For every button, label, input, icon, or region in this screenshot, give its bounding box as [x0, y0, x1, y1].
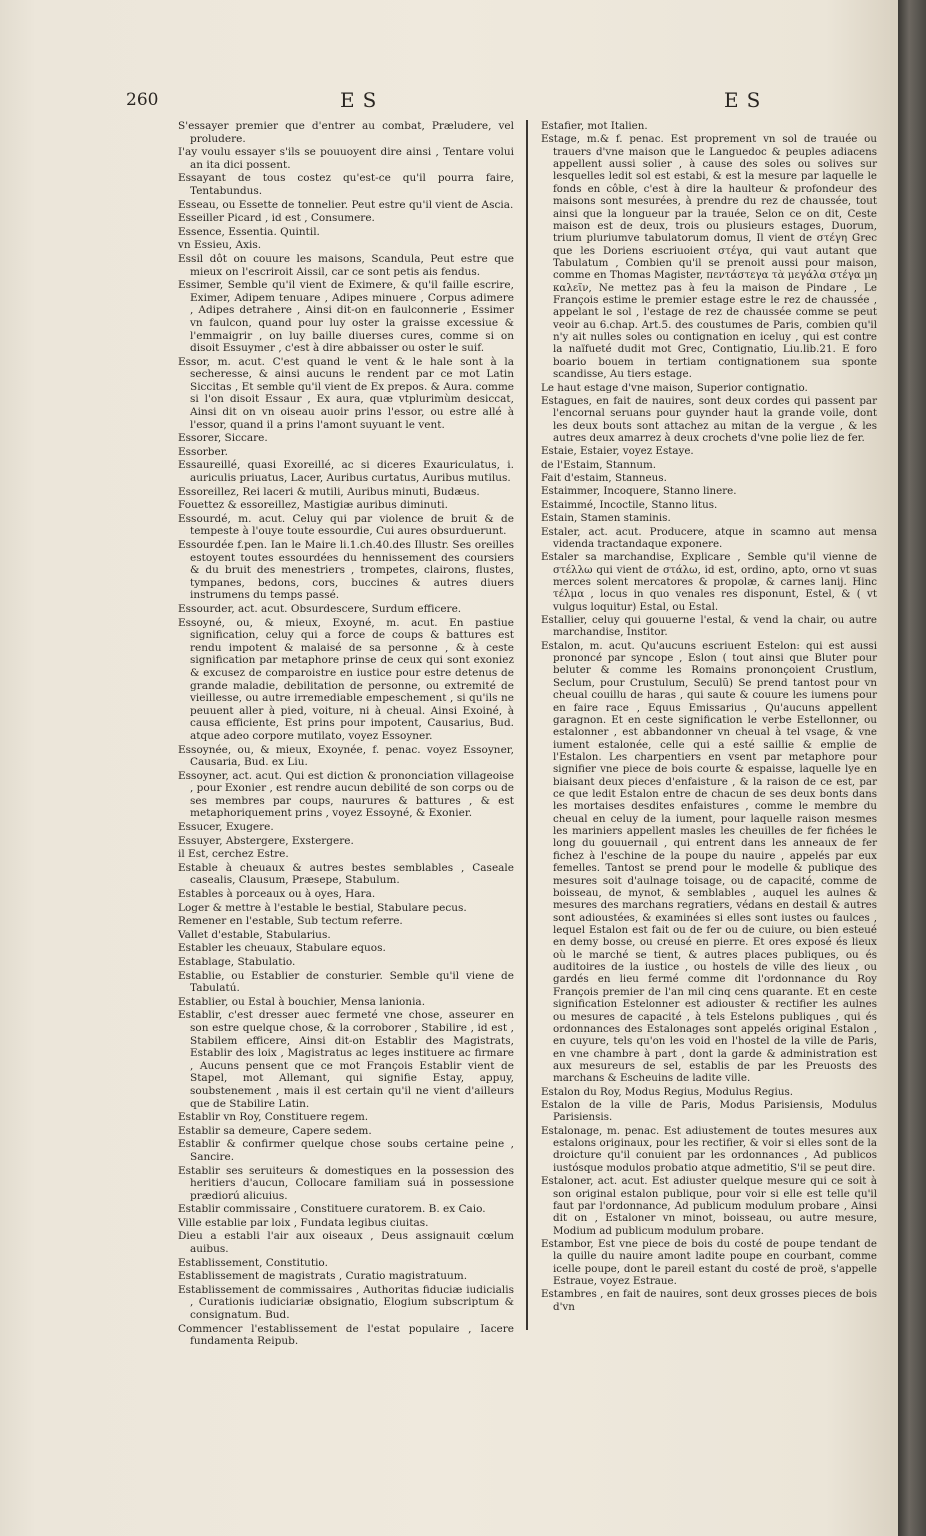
- left-column: [178, 120, 514, 1349]
- dictionary-entry: Estambres , en fait de nauires, sont deux grosses pieces de bois d'vn: [541, 1288, 877, 1313]
- dictionary-entry: Ville establie par loix , Fundata legibus ciuitas.: [178, 1216, 429, 1229]
- dictionary-entry: Estalon de la ville de Paris, Modus Parisiensis, Modulus Parisiensis.: [541, 1099, 877, 1124]
- dictionary-entry: Estaler sa marchandise, Explicare , Semble qu'il vienne de στέλλω qui vient de στάλω, id est, ordino, apto, orno vt suas merces solent mercatores & propolæ, & carnes lanij. Hinc τέλμα , locus in quo venales res disponunt, Estel, & ( vt vulgus loquitur) Estal, ou Estal.: [541, 551, 877, 613]
- running-title-right: ES: [724, 88, 769, 112]
- dictionary-entry: Establir & confirmer quelque chose soubs certaine peine , Sancire.: [178, 1138, 514, 1163]
- dictionary-entry: Establir ses seruiteurs & domestiques en la possession des heritiers d'aucun, Collocare familiam suá in possessione prædiorú alicuius.: [178, 1164, 514, 1202]
- dictionary-entry: Establir sa demeure, Capere sedem.: [178, 1124, 372, 1137]
- dictionary-entry: Estaimmer, Incoquere, Stanno linere.: [541, 485, 737, 498]
- dictionary-entry: Estalon du Roy, Modus Regius, Modulus Regius.: [541, 1085, 794, 1098]
- dictionary-entry: Essoynée, ou, & mieux, Exoynée, f. penac. voyez Essoyner, Causaria, Bud. ex Liu.: [178, 743, 514, 769]
- dictionary-entry: Commencer l'establissement de l'estat populaire , Iacere fundamenta Reipub.: [178, 1322, 514, 1348]
- dictionary-entry: Establissement de magistrats , Curatio magistratuum.: [178, 1270, 468, 1283]
- dictionary-entry: Establage, Stabulatio.: [178, 956, 296, 968]
- dictionary-entry: Vallet d'estable, Stabularius.: [178, 928, 331, 941]
- dictionary-entry: Essucer, Exugere.: [178, 821, 274, 834]
- dictionary-entry: Fouettez & essoreillez, Mastigiæ auribus diminuti.: [178, 499, 448, 512]
- dictionary-entry: Essaureillé, quasi Exoreillé, ac si diceres Exauriculatus, i. auriculis priuatus, Lacer, Auribus curtatus, Auribus mutilus.: [178, 459, 514, 485]
- dictionary-entry: Establir vn Roy, Constituere regem.: [178, 1111, 369, 1124]
- dictionary-entry: Establier, ou Estal à bouchier, Mensa lanionia.: [178, 995, 426, 1008]
- dictionary-entry: Estambor, Est vne piece de bois du costé de poupe tendant de la quille du nauire amont ladite poupe en courbant, comme icelle poupe, dont le pareil estant du costé de proë, s'appelle Estraue, voyez Estraue.: [541, 1237, 877, 1288]
- dictionary-entry: de l'Estaim, Stannum.: [541, 458, 657, 471]
- dictionary-entry: Le haut estage d'vne maison, Superior contignatio.: [541, 381, 808, 394]
- page-number: 260: [126, 90, 159, 110]
- dictionary-entry: Essor, m. acut. C'est quand le vent & le hale sont à la secheresse, & ainsi aucuns le rendent par ce mot Latin Siccitas , Et semble qu'il vient de Ex prepos. & Aura. comme si l'on disoit Essaur , Ex aura, quæ vtplurimùm desiccat, Ainsi dit on vn oiseau auoir prins l'essor, ou estre allé à l'essor, quand il a prins l'amont suyuant le vent.: [178, 355, 514, 431]
- dictionary-entry: Essimer, Semble qu'il vient de Eximere, & qu'il faille escrire, Eximer, Adipem tenuare , Adipes minuere , Corpus adimere , Adipes detrahere , Ainsi dit-on en faulconnerie , Essimer vn faulcon, quand pour luy oster la graisse excessiue & l'emmaigrir , on luy baille diuerses cures, comme si on disoit Essuymer , c'est à dire abbaisser ou oster le suif.: [178, 279, 514, 355]
- page-header: [0, 88, 898, 118]
- dictionary-entry: I'ay voulu essayer s'ils se pouuoyent dire ainsi , Tentare volui an ita dici possent.: [178, 146, 514, 171]
- dictionary-entry: Estallier, celuy qui gouuerne l'estal, & vend la chair, ou autre marchandise, Institor.: [541, 614, 877, 639]
- dictionary-entry: Estage, m.& f. penac. Est proprement vn sol de trauée ou trauers d'vne maison que le Languedoc & peuples adiacens appellent aussi solier , à cause des soles ou solives sur lesquelles ledit sol est estabi, & est la mesure par laquelle le fonds en côble, c'est à dire la haulteur & profondeur des maisons sont mesurées, à prendre du rez de chaussée, tout ainsi que la longueur par la trauée, Selon ce on dit, Ceste maison est de deux, trois ou plusieurs estages, Duorum, trium pluriumve tabulatorum domus, Il vient de στέγη Grec que les Doriens escriuoient στέγα, qui vaut autant que Tabulatum , Combien qu'il se prenoit aussi pour maison, comme en Thomas Magister, πεντάστεγα τὰ μεγάλα στέγα μη καλεῖν, Ne mettez pas à feu la maison de Pindare , Le François estime le premier estage estre le rez de chaussée , appelant le sol , l'estage de rez de chaussée comme se peut veoir au 6.chap. Art.5. des coustumes de Paris, combien qu'il n'y ait nulles soles ou contignation en iceluy , qui est contre la naïfueté dudit mot Grec, Contignatio, Liu.lib.21. E foro boario bouem in tertiam contignationem sua sponte scandisse, Au tiers estage.: [541, 133, 877, 381]
- dictionary-entry: Essourdé, m. acut. Celuy qui par violence de bruit & de tempeste à l'ouye toute essourdie, Cui aures obsurduerunt.: [178, 512, 514, 538]
- dictionary-entry: Estaloner, act. acut. Est adiuster quelque mesure qui ce soit à son original estalon publique, pour voir si elle est telle qu'il faut par l'ordonnance, Ad publicum modulum probare , Ainsi dit on , Estaloner vn minot, boisseau, ou autre mesure, Modium ad publicum modulum probare.: [541, 1175, 877, 1237]
- dictionary-entry: Essourder, act. acut. Obsurdescere, Surdum efficere.: [178, 602, 462, 615]
- dictionary-entry: Estalon, m. acut. Qu'aucuns escriuent Estelon: qui est aussi prononcé par syncope , Eslon ( tout ainsi que Bluter pour beluter & comme les Romains prononçoient Crustlum, Seclum, pour Crustulum, Seculũ) Se prend tantost pour vn cheual couillu de haras , qui saute & couure les iumens pour en faire race , Equus Emissarius , Qu'aucuns appellent garagnon. Et en ceste signification le verbe Estellonner, ou estalonner , est abbandonner vn cheual à tel vsage, & vne iument estalonée, celle qui a esté saillie & emplie de l'Estalon. Les charpentiers en vsent par metaphore pour signifier vne piece de bois courte & espaisse, laquelle lye en biaisant deux pieces d'enfaisture , & la raison de ce est, par ce que ledit Estalon entre de chacun de ses deux bonts dans les mortaises desdites enfaistures , comme le membre du cheual en celuy de la iument, pour laquelle raison mesmes les mariniers appellent masles les cheuilles de fer fichées le long du gouuernail , qui entrent dans les anneaux de fer fichez à l'eschine de la poupe du nauire , appelés par eux femelles. Tantost se prend pour le modelle & publique des mesures soit d'aulnage toisage, ou de capacité, comme de boisseau, de mynot, & semblables , auquel les aulnes & mesures des marchans regratiers, védans en destail & autres sont adioustées, & examinées si elles sont iustes ou faulces , lequel Estalon est fait ou de fer ou de cuiure, ou bien esteué en demy bosse, ou creusé en pierre. Et ores exposé és lieux où le marché se tient, & autres places publiques, ou és auditoires de la iustice , ou hostels de ville des lieux , ou gardés en lieu fermé comme dit l'ordonnance du Roy François premier de l'an mil cinq cens quarante. Et en ceste signification Estelonner est adiouster & rectifier les aulnes ou mesures de capacité , à tels Estelons publiques , qui és ordonnances des Estalonages sont appelés original Estalon , en cuyure, tels qu'on les void en l'hostel de la ville de Paris, en vne chambre à part , dont la garde & administration est aux mesureurs de sel, establis de par les Preuosts des marchans & Escheuins de ladite ville.: [541, 639, 877, 1085]
- dictionary-entry: vn Essieu, Axis.: [178, 239, 262, 252]
- dictionary-entry: Fait d'estaim, Stanneus.: [541, 472, 667, 485]
- dictionary-entry: Estable à cheuaux & autres bestes semblables , Caseale casealis, Clausum, Præsepe, Stabulum.: [178, 861, 514, 887]
- dictionary-entry: Loger & mettre à l'estable le bestial, Stabulare pecus.: [178, 901, 467, 914]
- dictionary-entry: Essayant de tous costez qu'est-ce qu'il pourra faire, Tentabundus.: [178, 172, 514, 197]
- dictionary-entry: Estables à porceaux ou à oyes, Hara.: [178, 888, 376, 901]
- dictionary-entry: Esseau, ou Essette de tonnelier. Peut estre qu'il vient de Ascia.: [178, 198, 514, 211]
- dictionary-entry: S'essayer premier que d'entrer au combat, Præludere, vel proludere.: [178, 120, 514, 145]
- dictionary-entry: Essorber.: [178, 445, 228, 458]
- dictionary-entry: Essoyner, act. acut. Qui est diction & prononciation villageoise , pour Exonier , est rendre aucun debilité de son corps ou de ses membres par coups, naurures & battures , & est metaphoriquement prins , voyez Essoyné, & Exonier.: [178, 769, 514, 820]
- book-edge: [898, 0, 926, 1536]
- dictionary-entry: Esseiller Picard , id est , Consumere.: [178, 212, 375, 225]
- dictionary-entry: Establie, ou Establier de consturier. Semble qu'il viene de Tabulatú.: [178, 969, 514, 995]
- dictionary-entry: Essuyer, Abstergere, Exstergere.: [178, 834, 354, 847]
- dictionary-entry: Essoyné, ou, & mieux, Exoyné, m. acut. En pastiue signification, celuy qui a force de coups & battures est rendu impotent & malaisé de sa personne , & à ceste signification par metaphore prinse de ceux qui sont exoniez & excusez de comparoistre en iustice pour estre detenus de grande maladie, debilitation de personne, ou extremité de vieillesse, ou autre irremediable empeschement , si qu'ils ne peuuent aller à pied, voiture, ni à cheual. Ainsi Exoiné, à causa efficiente, Est prins pour impotent, Causarius, Bud. atque adeo corpore mutilato, voyez Essoyner.: [178, 616, 514, 742]
- dictionary-entry: Establir commissaire , Constituere curatorem. B. ex Caio.: [178, 1203, 486, 1216]
- dictionary-entry: Dieu a establi l'air aux oiseaux , Deus assignauit cœlum auibus.: [178, 1230, 514, 1256]
- column-divider: [526, 120, 528, 1330]
- dictionary-entry: Estaimmé, Incoctile, Stanno litus.: [541, 498, 718, 511]
- dictionary-entry: Estaler, act. acut. Producere, atque in scamno aut mensa videnda tractandaque exponere.: [541, 525, 877, 550]
- dictionary-entry: Estaie, Estaier, voyez Estaye.: [541, 445, 694, 458]
- dictionary-entry: Remener en l'estable, Sub tectum referre.: [178, 915, 403, 928]
- dictionary-entry: Estalonage, m. penac. Est adiustement de toutes mesures aux estalons originaux, pour les rectifier, & voir si elles sont de la droicture qu'il conuient par les ordonnances , Ad publicos iustósque modulos probatio atque admetitio, S'il se peut dire.: [541, 1124, 877, 1174]
- dictionary-entry: Essil dôt on couure les maisons, Scandula, Peut estre que mieux on l'escriroit Aissil, car ce sont petis ais fendus.: [178, 252, 514, 278]
- dictionary-entry: Establer les cheuaux, Stabulare equos.: [178, 942, 386, 955]
- dictionary-entry: Establissement, Constitutio.: [178, 1256, 328, 1269]
- dictionary-entry: Estafier, mot Italien.: [541, 120, 648, 132]
- dictionary-entry: il Est, cerchez Estre.: [178, 848, 289, 861]
- right-column: [541, 120, 877, 1314]
- dictionary-entry: Estain, Stamen staminis.: [541, 512, 671, 525]
- running-title-left: ES: [340, 88, 385, 112]
- dictionary-entry: Essence, Essentia. Quintil.: [178, 225, 320, 238]
- dictionary-entry: Establissement de commissaires , Authoritas fiduciæ iudicialis , Curationis iudiciariæ obsignatio, Elogium subscriptum & consignatum. Bud.: [178, 1283, 514, 1322]
- dictionary-entry: Essorer, Siccare.: [178, 432, 268, 445]
- dictionary-entry: Essourdée f.pen. Ian le Maire li.1.ch.40.des Illustr. Ses oreilles estoyent toutes essourdées du hennissement des coursiers & du bruit des menestriers , trompetes, clairons, flustes, tympanes, bedons, cors, buccines & autres diuers instrumens du temps passé.: [178, 539, 514, 602]
- dictionary-entry: Estagues, en fait de nauires, sont deux cordes qui passent par l'encornal seruans pour guynder haut la grande voile, dont les deux bouts sont attachez au mitan de la vergue , & les autres deux amarrez à deux crochets d'vne polie liez de fer.: [541, 394, 877, 444]
- dictionary-entry: Establir, c'est dresser auec fermeté vne chose, asseurer en son estre quelque chose, & la corroborer , Stabilire , id est , Stabilem efficere, Ainsi dit-on Establir des Magistrats, Establir des loix , Magistratus ac leges instituere ac firmare , Aucuns pensent que ce mot François Establir vient de Stapel, mot Allemant, qui signifie Estay, appuy, soubstenement , mais il est certain qu'il ne vient d'ailleurs que de Stabilire Latin.: [178, 1009, 514, 1110]
- dictionary-entry: Essoreillez, Rei laceri & mutili, Auribus minuti, Budæus.: [178, 485, 480, 498]
